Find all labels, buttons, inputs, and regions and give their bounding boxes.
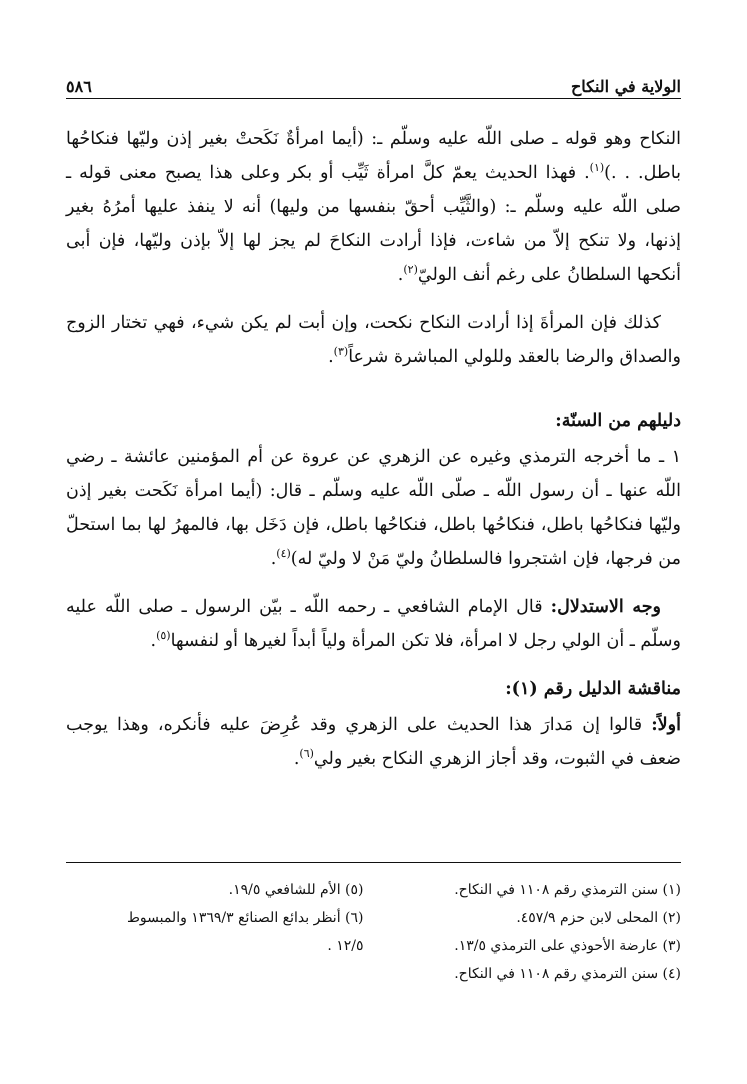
footnote-ref-1: (١) <box>589 161 605 175</box>
paragraph-2-end: . <box>328 347 334 367</box>
wajh-end: . <box>150 631 157 651</box>
item-number: ١ ـ <box>658 447 681 467</box>
wajh-text: قال الإمام الشافعي ـ رحمه اللّه ـ بيّن الرسول ـ صلى اللّه عليه وسلّم ـ أن الولي رجل لا امرأة، فلا تكن المرأة ولياً أبداً لغيرها أو لنفسها <box>66 597 681 651</box>
first-end: . <box>293 749 300 769</box>
footnote-6-cont: ١٢/٥ . <box>327 938 364 954</box>
footnotes <box>66 876 681 988</box>
item-text: ما أخرجه الترمذي وغيره عن الزهري عن عروة عن أم المؤمنين عائشة ـ رضي اللّه عنها ـ أن رسول اللّه ـ صلّى اللّه عليه وسلّم ـ قال: (أيما امرأة نَكَحت بغير إذن وليّها فنكاحُها باطل، فنكاحُها باطل، فنكاحُها باطل، فإن دَخَل بها، فالمهرُ لها بما استحلّ من فرجها، فإن اشتجروا فالسلطانُ وليّ مَنْ لا وليّ له) <box>66 447 681 569</box>
paragraph-1-text-b: . فهذا الحديث يعمّ كلَّ امرأة ثَيِّب أو بكر وعلى هذا يصبح معنى قوله ـ صلى اللّه عليه وسلّم ـ: (والثَّيِّب أحقّ بنفسها من وليها) أنه لا ينفذ عليها أمرُهُ بغير إذنها، ولا تنكح إلاّ من شاءت، فإذا أرادت النكاحَ لم يجز لها إلاّ بإذن وليّها، فإن أبى أنكحها السلطانُ على رغم أنف الوليّ <box>66 163 681 285</box>
footnote-ref-3: (٣) <box>333 345 349 359</box>
section-heading-discussion: مناقشة الدليل رقم (١): <box>505 679 681 699</box>
footnote-ref-5: (٥) <box>156 629 171 643</box>
header-divider <box>66 98 681 99</box>
first-label: أولاً: <box>651 715 681 735</box>
paragraph-wajh <box>66 590 681 658</box>
wajh-label: وجه الاستدلال: <box>550 597 661 617</box>
main-text <box>66 122 681 790</box>
footnote-1: (١) سنن الترمذي رقم ١١٠٨ في النكاح. <box>454 882 681 898</box>
footnote-ref-4: (٤) <box>276 547 291 561</box>
footnote-ref-2: (٢) <box>403 263 418 277</box>
footnote-4: (٤) سنن الترمذي رقم ١١٠٨ في النكاح. <box>454 966 681 982</box>
footnote-5: (٥) الأم للشافعي ١٩/٥. <box>228 882 364 898</box>
first-text: قالوا إن مَدارَ هذا الحديث على الزهري وقد عُرِضَ عليه فأنكره، وهذا يوجب ضعف في الثبوت، وقد أجاز الزهري النكاح بغير ولي <box>66 715 681 769</box>
footnote-ref-6: (٦) <box>299 747 314 761</box>
footnote-divider <box>66 862 681 863</box>
footnotes-left-column <box>66 876 364 988</box>
page-number: ٥٨٦ <box>66 77 92 96</box>
item-end: . <box>270 549 277 569</box>
paragraph-1-text-a: النكاح وهو قوله ـ صلى اللّه عليه وسلّم ـ: (أيما امرأةٌ نَكَحتْ بغير إذن وليّها فنكاحُها باطل. . .) <box>66 129 681 183</box>
paragraph-2 <box>66 306 681 374</box>
paragraph-1 <box>66 122 681 292</box>
running-header <box>66 72 681 96</box>
footnote-6: (٦) أنظر بدائع الصنائع ١٣٦٩/٣ والمبسوط <box>126 910 364 926</box>
paragraph-1-end: . <box>397 265 404 285</box>
section-heading-sunnah: دليلهم من السنّة: <box>555 411 681 431</box>
paragraph-first <box>66 708 681 776</box>
chapter-title: الولاية في النكاح <box>570 77 681 96</box>
paragraph-2-text: كذلك فإن المرأةَ إذا أرادت النكاح نكحت، وإن أبت لم يكن شيء، فهي تختار الزوج والصداق والرضا بالعقد وللولي المباشرة شرعاً <box>66 313 681 367</box>
footnote-2: (٢) المحلى لابن حزم ٤٥٧/٩. <box>516 910 681 926</box>
footnote-3: (٣) عارضة الأحوذي على الترمذي ١٣/٥. <box>454 938 681 954</box>
evidence-item-1 <box>66 440 681 576</box>
footnotes-right-column <box>384 876 682 988</box>
